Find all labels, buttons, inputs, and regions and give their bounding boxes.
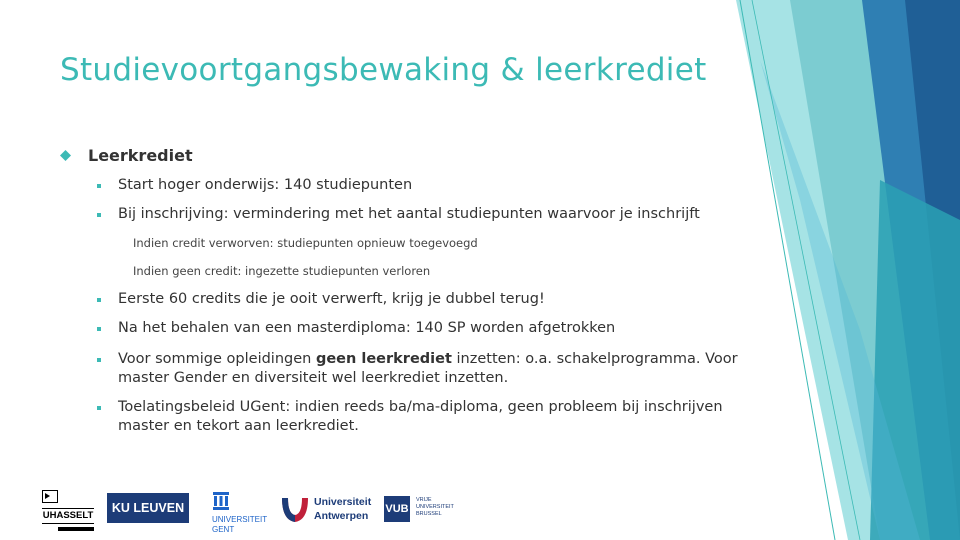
kuleuven-logo: KU LEUVEN <box>107 493 189 523</box>
uantwerpen-wordmark-line1: Universiteit <box>314 496 372 508</box>
list-item: Eerste 60 credits die je ooit verwerft, krijg je dubbel terug! <box>118 291 545 307</box>
uantwerpen-logo <box>280 494 380 528</box>
square-bullet-icon <box>97 213 101 217</box>
list-item: Bij inschrijving: vermindering met het aantal studiepunten waarvoor je inschrijft <box>118 206 700 222</box>
ugent-wordmark-line2: GENT <box>212 525 235 534</box>
section-heading: Leerkrediet <box>88 146 193 165</box>
vub-wordmark: VUB <box>384 496 410 522</box>
list-item-emphasis: geen leerkrediet <box>315 351 452 367</box>
diamond-bullet-icon <box>60 150 71 161</box>
square-bullet-icon <box>97 184 101 188</box>
vub-tagline-line: UNIVERSITEIT <box>416 504 454 510</box>
uantwerpen-mark-icon <box>280 494 310 526</box>
vub-tagline-line: VRIJE <box>416 497 432 503</box>
square-bullet-icon <box>97 358 101 362</box>
list-item: Toelatingsbeleid UGent: indien reeds ba/ma-diploma, geen probleem bij inschrijven master en tekort aan leerkrediet. <box>118 399 723 434</box>
square-bullet-icon <box>97 298 101 302</box>
list-item-text: inzetten: o.a. schakelprogramma. Voor master Gender en diversiteit wel leerkrediet inzetten. <box>118 351 738 386</box>
vub-tagline-line: BRUSSEL <box>416 511 442 517</box>
logo-strip <box>0 480 480 540</box>
uhasselt-wordmark: UHASSELT <box>42 508 94 524</box>
sub-list-item: Indien credit verworven: studiepunten opnieuw toegevoegd <box>133 236 478 250</box>
square-bullet-icon <box>97 327 101 331</box>
ugent-building-icon <box>212 490 230 512</box>
list-item: Na het behalen van een masterdiploma: 140 SP worden afgetrokken <box>118 320 616 336</box>
sub-list-item: Indien geen credit: ingezette studiepunten verloren <box>133 264 431 278</box>
vub-logo <box>384 494 464 524</box>
square-bullet-icon <box>97 406 101 410</box>
ugent-logo <box>210 490 268 538</box>
uhasselt-logo <box>42 490 94 534</box>
uhasselt-mark-icon <box>42 490 58 503</box>
list-item <box>118 350 738 388</box>
uantwerpen-wordmark-line2: Antwerpen <box>314 510 369 522</box>
list-item-text: Voor sommige opleidingen <box>118 351 316 367</box>
list-item: Start hoger onderwijs: 140 studiepunten <box>118 177 413 193</box>
ugent-wordmark-line1: UNIVERSITEIT <box>212 515 268 524</box>
slide-title: Studievoortgangsbewaking & leerkrediet <box>60 52 707 88</box>
vub-tagline <box>416 497 454 518</box>
